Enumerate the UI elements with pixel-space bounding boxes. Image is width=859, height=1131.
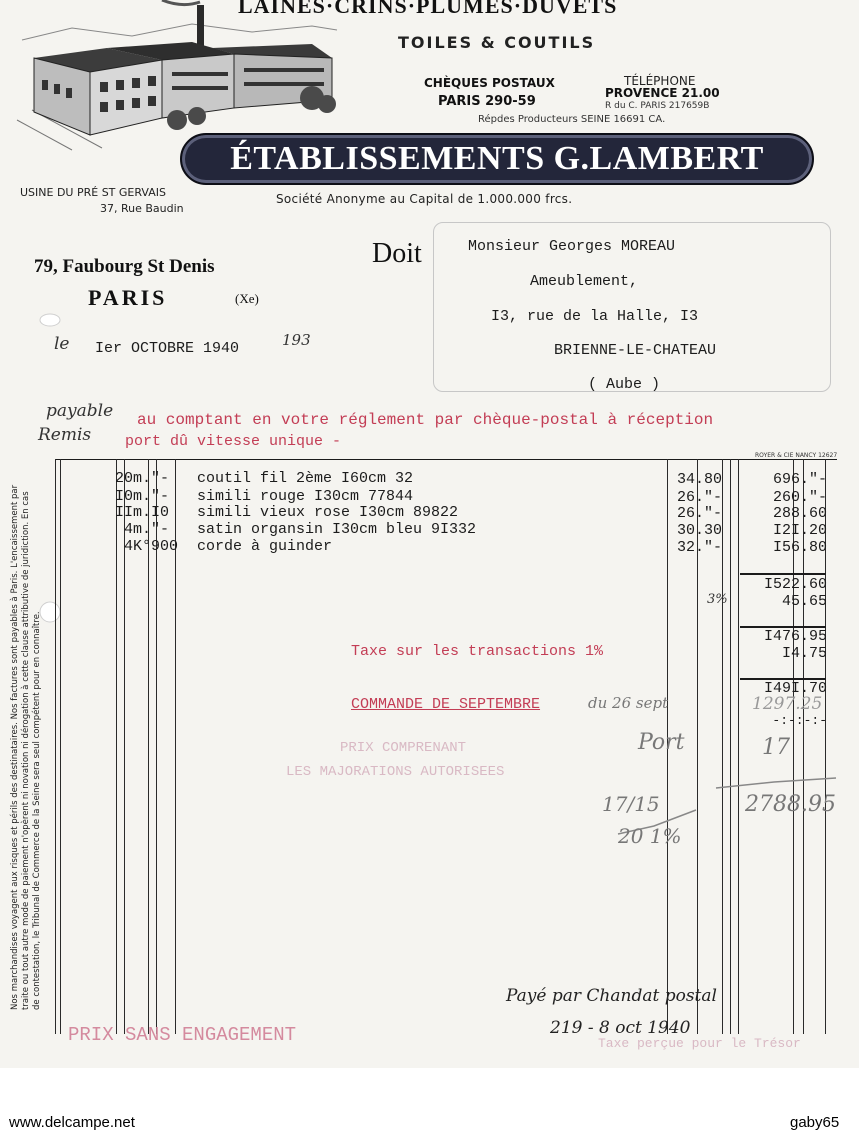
registry-number: R du C. PARIS 217659B — [605, 101, 710, 111]
cheques-value: PARIS 290-59 — [438, 94, 536, 109]
table-line — [116, 459, 117, 1034]
subtotal: I522.60 — [763, 576, 827, 593]
footer-seller-name: gaby65 — [790, 1114, 840, 1131]
company-district: (Xe) — [235, 291, 259, 306]
item-total: 260."- — [772, 489, 827, 506]
no-commitment-stamp: PRIX SANS ENGAGEMENT — [68, 1024, 297, 1046]
handwritten-grand-total: 2788.95 — [745, 792, 836, 817]
printer-mark: ROYER & CIE NANCY 12627 — [755, 452, 838, 459]
total-dashes: -:-:-:- — [772, 713, 827, 728]
phone-value: PROVENCE 21.00 — [605, 86, 720, 100]
item-qty: 4m."- — [124, 521, 170, 538]
discount-label: 3% — [707, 592, 728, 607]
handwritten-port-label: Port — [638, 730, 685, 755]
company-name: ÉTABLISSEMENTS G.LAMBERT — [230, 140, 764, 177]
recipient-name: Monsieur Georges MOREAU — [468, 238, 676, 255]
item-total: I56.80 — [772, 539, 827, 556]
subtotal-rule — [740, 573, 826, 575]
products-line: LAINES·CRINS·PLUMES·DUVETS — [238, 0, 618, 18]
company-city: PARIS — [88, 285, 168, 310]
handwritten-sept-note: du 26 sept — [588, 694, 669, 712]
cheques-label: CHÈQUES POSTAUX — [424, 76, 555, 90]
table-line — [730, 459, 731, 1034]
tax-amount: I4.75 — [781, 645, 827, 662]
table-line — [55, 459, 56, 1034]
item-description: coutil fil 2ème I60cm 32 — [197, 470, 414, 487]
handwritten-paid-note: Payé par Chandat postal — [506, 986, 717, 1006]
table-line — [722, 459, 723, 1034]
recipient-trade: Ameublement, — [530, 273, 639, 290]
recipient-department: ( Aube ) — [588, 376, 661, 393]
item-description: satin organsin I30cm bleu 9I332 — [197, 521, 477, 538]
item-unit-price: 30.30 — [676, 522, 722, 539]
recipient-street: I3, rue de la Halle, I3 — [491, 308, 699, 325]
item-qty: I0m."- — [115, 488, 170, 505]
item-unit-price: 32."- — [676, 539, 722, 556]
recipient-city: BRIENNE-LE-CHATEAU — [554, 342, 717, 359]
order-reference: COMMANDE DE SEPTEMBRE — [351, 696, 541, 713]
item-unit-price: 26."- — [676, 505, 722, 522]
item-description: simili vieux rose I30cm 89822 — [197, 504, 459, 521]
item-description: corde à guinder — [197, 538, 333, 555]
factory-line-1: USINE DU PRÉ ST GERVAIS — [20, 186, 166, 199]
price-note-stamp-2: LES MAJORATIONS AUTORISEES — [286, 764, 505, 780]
capital-statement: Société Anonyme au Capital de 1.000.000 frcs. — [276, 192, 573, 206]
price-note-stamp-1: PRIX COMPRENANT — [340, 740, 467, 756]
tax-label: Taxe sur les transactions 1% — [351, 643, 604, 660]
handwritten-calc-2: 20 1% — [618, 824, 682, 848]
handwritten-port-amount: 17 — [762, 735, 790, 760]
products-line-2: TOILES & COUTILS — [398, 33, 596, 52]
company-name-banner — [180, 133, 814, 185]
item-unit-price: 26."- — [676, 489, 722, 506]
date-prefix: le — [54, 334, 70, 354]
item-total: 696."- — [772, 471, 827, 488]
item-qty: 20m."- — [115, 470, 170, 487]
payable-label: payable — [46, 401, 114, 421]
handwritten-sum-line — [714, 768, 838, 792]
company-address: 79, Faubourg St Denis — [34, 256, 215, 277]
invoice-total: I49I.70 — [763, 680, 827, 697]
item-total: I2I.20 — [772, 522, 827, 539]
printed-year: 193 — [282, 331, 311, 349]
payment-terms: au comptant en votre réglement par chèque-postal à réception — [137, 411, 714, 429]
table-line — [60, 459, 61, 1034]
remis-label: Remis — [38, 425, 92, 445]
shipping-terms: port dû vitesse unique - — [125, 433, 342, 450]
item-qty: 4K°900 — [124, 538, 179, 555]
factory-illustration — [12, 0, 342, 152]
discount-amount: 45.65 — [781, 593, 827, 610]
item-description: simili rouge I30cm 77844 — [197, 488, 414, 505]
handwritten-paid-date: 219 - 8 oct 1940 — [550, 1018, 691, 1038]
punch-hole-top — [38, 312, 62, 328]
doit-label: Doit — [372, 238, 422, 269]
legal-notice: Nos marchandises voyagent aux risques et périls des destinataires. Nos factures sont payables à Paris. L'encaissement par traite ou tout autre mode de paiement n'opèrent ni novation ni dérogation à cette clause attributive de juridiction. En cas de contestation, le Tribunal de Commerce de la Seine sera seul compétent pour en connaître. — [10, 484, 42, 1010]
item-total: 288.60 — [772, 505, 827, 522]
item-qty: IIm.I0 — [115, 504, 170, 521]
producers-register: Répdes Producteurs SEINE 16691 CA. — [478, 114, 666, 125]
tax-collected-stamp: Taxe perçue pour le Trésor — [598, 1036, 801, 1051]
table-top-rule — [55, 459, 837, 460]
footer-site-link[interactable]: www.delcampe.net — [9, 1114, 135, 1131]
net-amount: I476.95 — [763, 628, 827, 645]
handwritten-sept-amount: 1297.25 — [752, 694, 823, 714]
phone-label: TÉLÉPHONE — [624, 74, 696, 88]
handwritten-calc-1: 17/15 — [602, 792, 660, 816]
factory-line-2: 37, Rue Baudin — [100, 202, 184, 215]
invoice-date: Ier OCTOBRE 1940 — [95, 340, 240, 357]
item-unit-price: 34.80 — [676, 471, 722, 488]
